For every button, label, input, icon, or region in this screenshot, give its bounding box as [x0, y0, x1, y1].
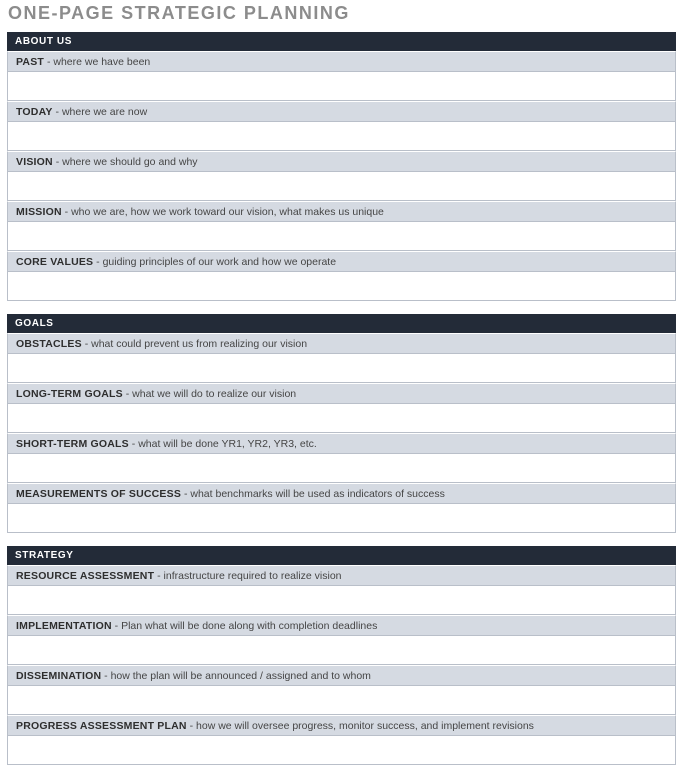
field-label-mission [7, 201, 676, 221]
field-label-today [7, 101, 676, 121]
field-name-vision: VISION [16, 156, 53, 168]
section-header-goals: GOALS [7, 314, 676, 333]
field-name-mission: MISSION [16, 206, 62, 218]
field-input-past[interactable] [7, 71, 676, 101]
field-label-obstacles [7, 333, 676, 353]
section-header-strategy: STRATEGY [7, 546, 676, 565]
field-input-progress-assessment-plan[interactable] [7, 735, 676, 765]
field-label-implementation [7, 615, 676, 635]
field-name-implementation: IMPLEMENTATION [16, 620, 112, 632]
field-label-resource-assessment [7, 565, 676, 585]
field-name-long-term-goals: LONG-TERM GOALS [16, 388, 123, 400]
field-label-long-term-goals [7, 383, 676, 403]
field-desc-long-term-goals: - what we will do to realize our vision [122, 388, 297, 400]
field-name-core-values: CORE VALUES [16, 256, 94, 268]
field-input-implementation[interactable] [7, 635, 676, 665]
field-name-progress-assessment-plan: PROGRESS ASSESSMENT PLAN [16, 720, 187, 732]
field-label-dissemination [7, 665, 676, 685]
field-name-obstacles: OBSTACLES [16, 338, 82, 350]
field-name-past: PAST [16, 56, 45, 68]
field-label-short-term-goals [7, 433, 676, 453]
field-desc-dissemination: - how the plan will be announced / assigned and to whom [101, 670, 371, 682]
field-input-short-term-goals[interactable] [7, 453, 676, 483]
field-desc-core-values: - guiding principles of our work and how we operate [93, 256, 337, 268]
field-name-dissemination: DISSEMINATION [16, 670, 102, 682]
field-label-measurements-of-success [7, 483, 676, 503]
field-desc-obstacles: - what could prevent us from realizing our vision [81, 338, 308, 350]
field-label-progress-assessment-plan [7, 715, 676, 735]
field-input-resource-assessment[interactable] [7, 585, 676, 615]
field-desc-measurements-of-success: - what benchmarks will be used as indicators of success [181, 488, 445, 500]
section-goals [7, 314, 676, 533]
field-desc-mission: - who we are, how we work toward our vision, what makes us unique [61, 206, 384, 218]
field-name-resource-assessment: RESOURCE ASSESSMENT [16, 570, 155, 582]
field-input-vision[interactable] [7, 171, 676, 201]
field-desc-vision: - where we should go and why [52, 156, 198, 168]
field-name-short-term-goals: SHORT-TERM GOALS [16, 438, 129, 450]
field-input-core-values[interactable] [7, 271, 676, 301]
field-desc-past: - where we have been [44, 56, 151, 68]
planning-form [7, 32, 676, 765]
page-title: ONE-PAGE STRATEGIC PLANNING [8, 3, 350, 23]
field-desc-progress-assessment-plan: - how we will oversee progress, monitor success, and implement revisions [186, 720, 534, 732]
field-input-obstacles[interactable] [7, 353, 676, 383]
field-input-mission[interactable] [7, 221, 676, 251]
section-strategy [7, 546, 676, 765]
field-desc-today: - where we are now [52, 106, 148, 118]
field-label-core-values [7, 251, 676, 271]
section-about-us [7, 32, 676, 301]
field-desc-short-term-goals: - what will be done YR1, YR2, YR3, etc. [128, 438, 317, 450]
field-desc-implementation: - Plan what will be done along with completion deadlines [111, 620, 378, 632]
field-name-measurements-of-success: MEASUREMENTS OF SUCCESS [16, 488, 182, 500]
field-input-long-term-goals[interactable] [7, 403, 676, 433]
field-name-today: TODAY [16, 106, 53, 118]
field-label-vision [7, 151, 676, 171]
section-header-about-us: ABOUT US [7, 32, 676, 51]
field-input-today[interactable] [7, 121, 676, 151]
field-input-dissemination[interactable] [7, 685, 676, 715]
field-input-measurements-of-success[interactable] [7, 503, 676, 533]
field-label-past [7, 51, 676, 71]
field-desc-resource-assessment: - infrastructure required to realize vision [154, 570, 342, 582]
